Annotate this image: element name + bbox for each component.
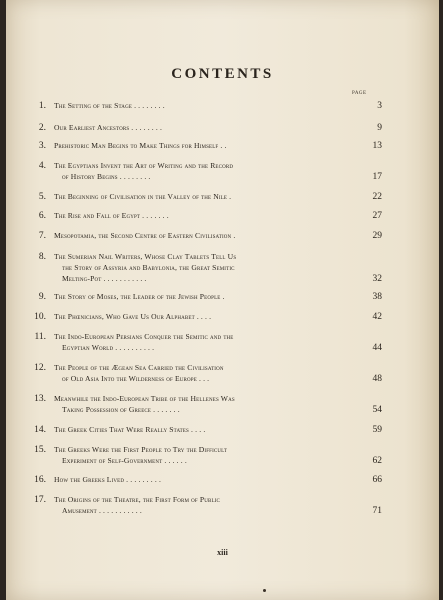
chapter-number: 1. [38,101,46,111]
chapter-number: 12. [34,363,46,373]
page-number: 27 [372,211,382,221]
chapter-number: 17. [34,495,46,505]
page-column-heading: PAGE [352,91,367,96]
chapter-number: 11. [34,332,46,342]
chapter-title-line: The Greeks Were the First People to Try the Difficult [54,445,228,454]
page-number: 54 [372,405,382,415]
page-number: 13 [372,141,382,151]
chapter-number: 2. [38,123,46,133]
page-number: 59 [372,425,382,435]
chapter-number: 8. [38,252,46,262]
chapter-title-line: Our Earliest Ancestors . . . . . . . . [54,123,163,132]
page-number: 66 [372,475,382,485]
book-page [6,0,439,600]
chapter-number: 13. [34,394,46,404]
chapter-number: 5. [38,192,46,202]
chapter-title-line: Prehistoric Man Begins to Make Things for Himself . . [54,141,227,150]
page-number: 32 [372,274,382,284]
chapter-number: 9. [38,292,46,302]
chapter-number: 14. [34,425,46,435]
chapter-title-line: Taking Possession of Greece . . . . . . . [62,405,180,414]
page-number: 62 [372,456,382,466]
chapter-title-line: The Phœnicians, Who Gave Us Our Alphabet . . . . [54,312,212,321]
page-number: 17 [372,172,382,182]
chapter-title-line: The People of the Ægean Sea Carried the Civilisation [54,363,224,372]
chapter-title-line: How the Greeks Lived . . . . . . . . . [54,475,161,484]
chapter-title-line: of History Begins . . . . . . . . [62,172,151,181]
chapter-title-line: Melting-Pot . . . . . . . . . . . [62,274,147,283]
folio-number: xiii [217,548,228,557]
chapter-number: 10. [34,312,46,322]
chapter-title-line: The Story of Moses, the Leader of the Jewish People . [54,292,225,301]
chapter-title-line: Mesopotamia, the Second Centre of Eastern Civilisation . [54,231,236,240]
page-number: 9 [377,123,382,133]
chapter-title-line: The Greek Cities That Were Really States . . . . [54,425,206,434]
chapter-number: 6. [38,211,46,221]
chapter-number: 7. [38,231,46,241]
chapter-title-line: Meanwhile the Indo-European Tribe of the Hellenes Was [54,394,235,403]
chapter-number: 3. [38,141,46,151]
chapter-title-line: The Egyptians Invent the Art of Writing and the Record [54,161,234,170]
chapter-number: 15. [34,445,46,455]
chapter-title-line: The Indo-European Persians Conquer the Semitic and the [54,332,234,341]
contents-title: CONTENTS [171,66,274,82]
page-number: 71 [372,506,382,516]
page-number: 22 [372,192,382,202]
chapter-title-line: The Origins of the Theatre, the First Form of Public [54,495,221,504]
chapter-number: 16. [34,475,46,485]
chapter-title-line: Amusement . . . . . . . . . . . [62,506,142,515]
chapter-title-line: The Sumerian Nail Writers, Whose Clay Tablets Tell Us [54,252,237,261]
ink-speck [263,589,266,592]
chapter-title-line: The Rise and Fall of Egypt . . . . . . . [54,211,169,220]
page-number: 29 [372,231,382,241]
page-number: 42 [372,312,382,322]
chapter-title-line: The Setting of the Stage . . . . . . . . [54,101,165,110]
page-number: 3 [377,101,382,111]
chapter-title-line: the Story of Assyria and Babylonia, the Great Semitic [62,263,235,272]
chapter-title-line: The Beginning of Civilisation in the Valley of the Nile . [54,192,232,201]
page-number: 44 [372,343,382,353]
page-number: 38 [372,292,382,302]
chapter-title-line: Egyptian World . . . . . . . . . . [62,343,155,352]
page-number: 48 [372,374,382,384]
chapter-title-line: of Old Asia Into the Wilderness of Europe . . . [62,374,210,383]
chapter-title-line: Experiment of Self-Government . . . . . . [62,456,187,465]
chapter-number: 4. [38,161,46,171]
